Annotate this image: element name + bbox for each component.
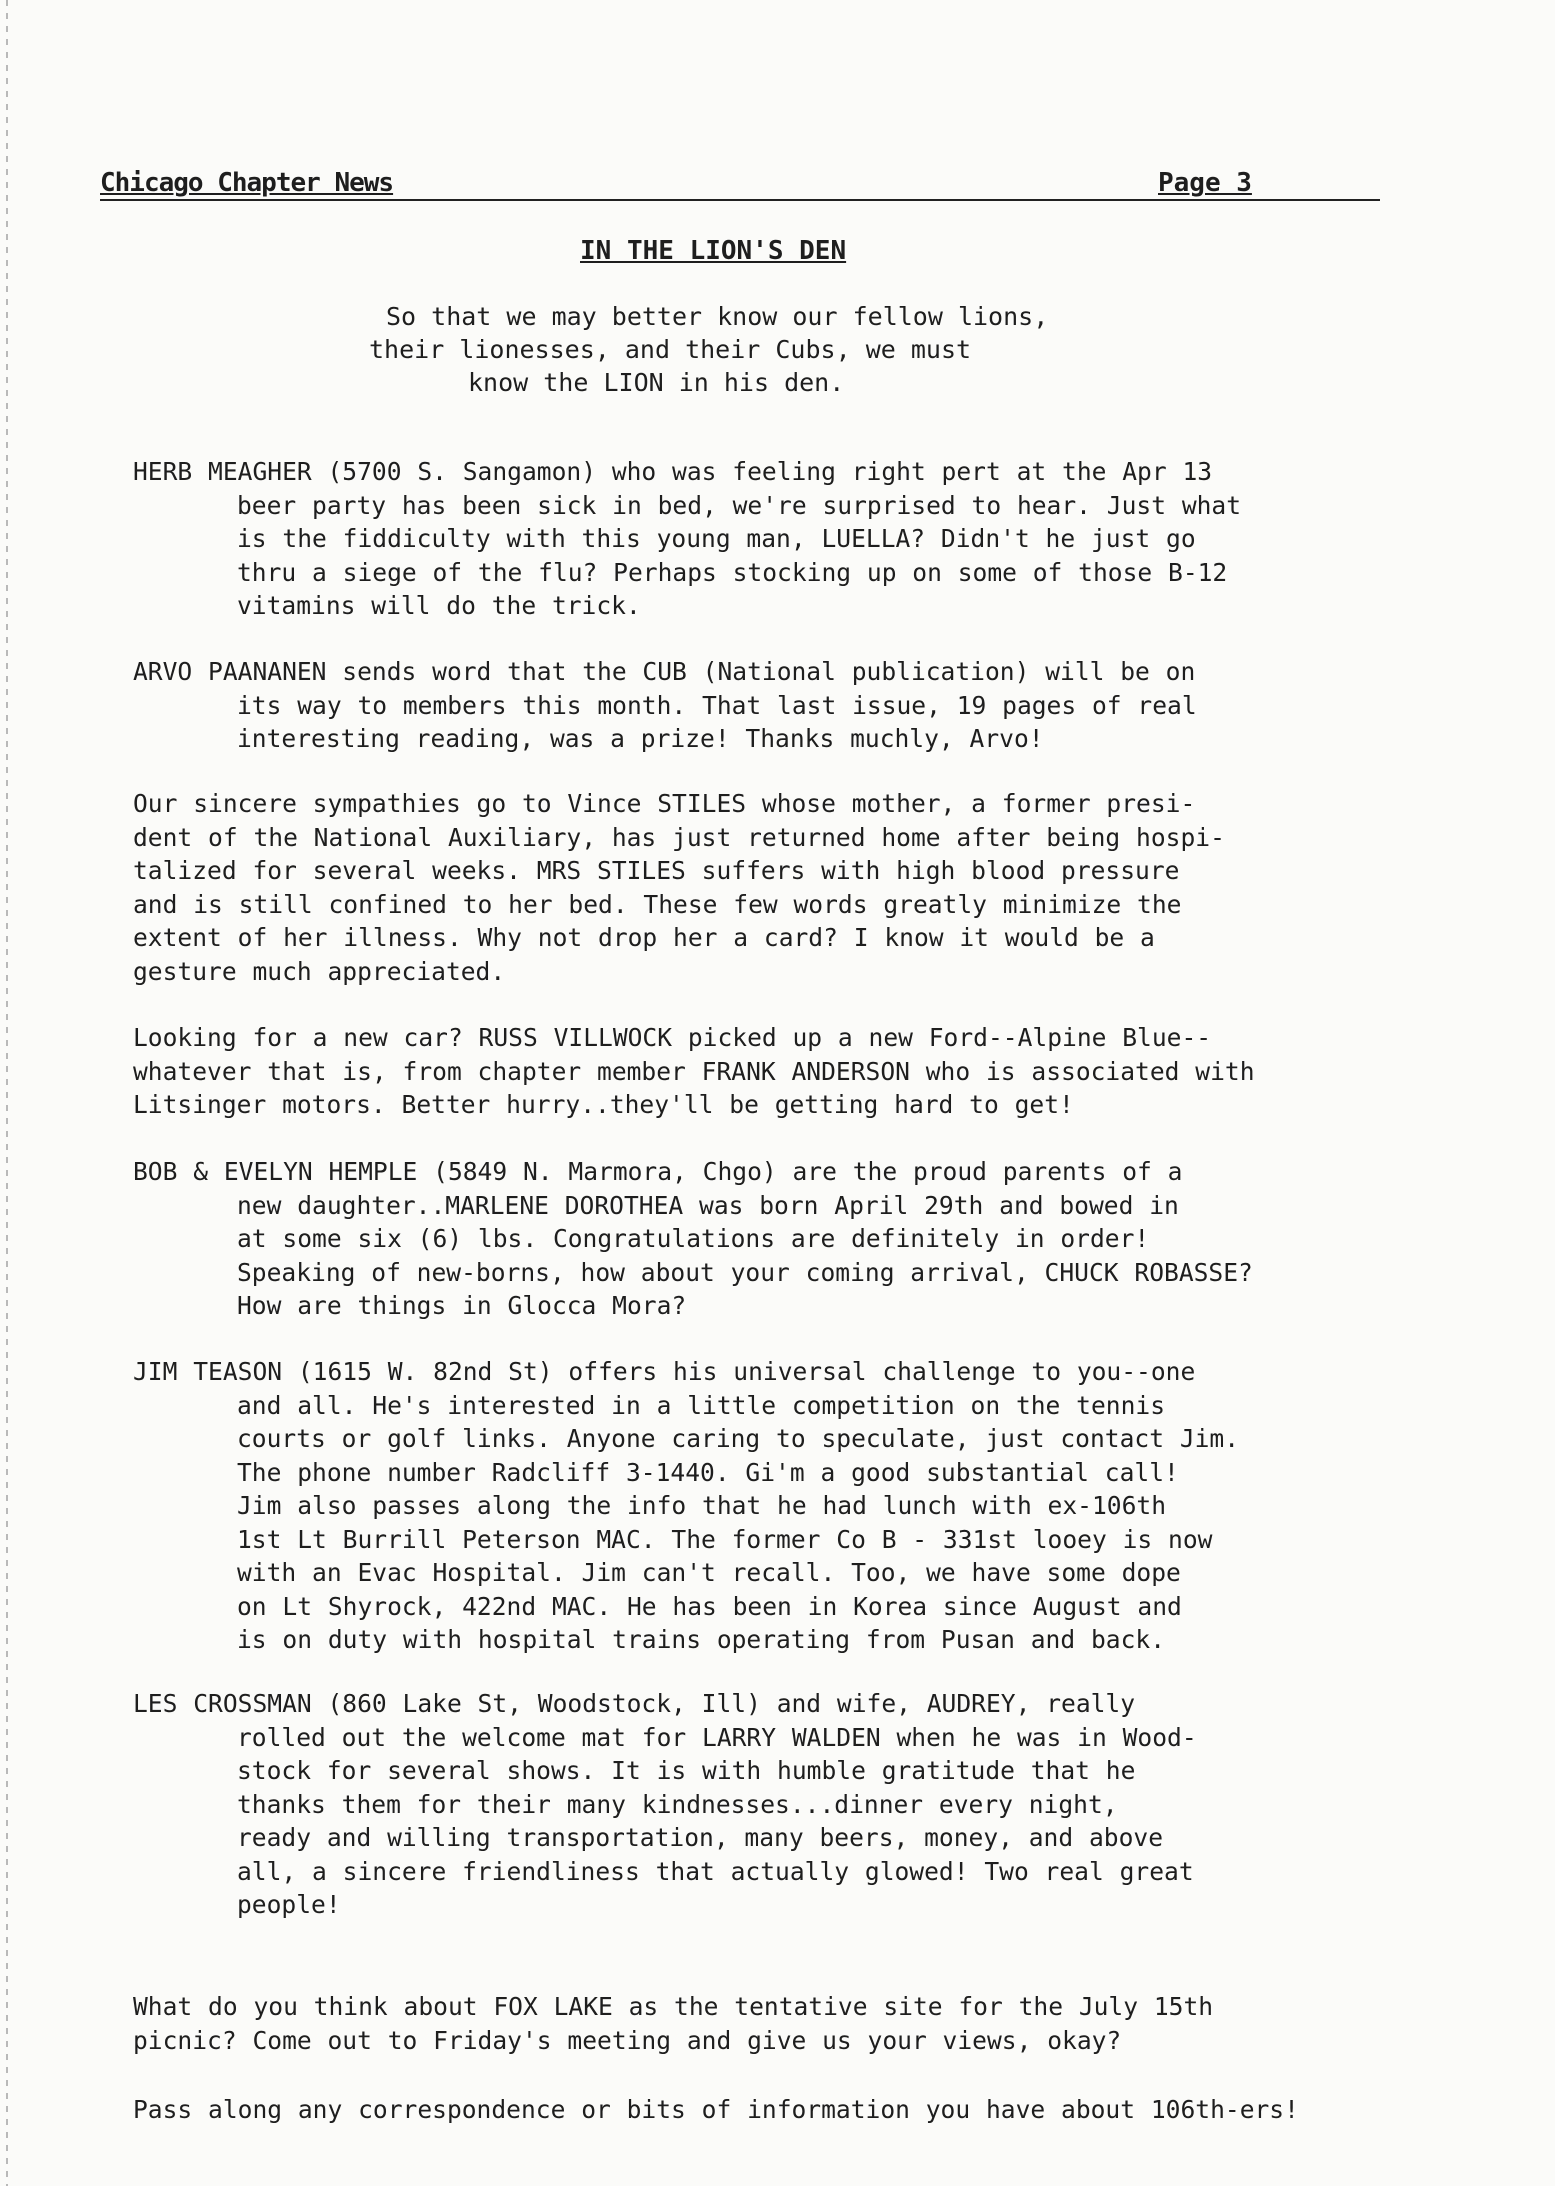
- text-line: interesting reading, was a prize! Thanks muchly, Arvo!: [237, 724, 1044, 753]
- text-line: whatever that is, from chapter member FRANK ANDERSON who is associated with: [133, 1056, 1255, 1086]
- column-title: IN THE LION'S DEN: [580, 236, 847, 266]
- text-line: Our sincere sympathies go to Vince STILES whose mother, a former presi-: [133, 789, 1196, 818]
- text-line: rolled out the welcome mat for LARRY WALDEN when he was in Wood-: [237, 1722, 1197, 1752]
- intro-line: So that we may better know our fellow lions,: [386, 302, 1049, 331]
- text-line: BOB & EVELYN HEMPLE (5849 N. Marmora, Chgo) are the proud parents of a: [133, 1157, 1183, 1186]
- text-line: its way to members this month. That last issue, 19 pages of real: [237, 690, 1197, 720]
- item-herb-meagher: [133, 455, 1403, 623]
- text-line: beer party has been sick in bed, we're surprised to hear. Just what: [237, 490, 1242, 520]
- text-line: ARVO PAANANEN sends word that the CUB (National publication) will be on: [133, 657, 1196, 686]
- text-line: people!: [237, 1890, 341, 1919]
- text-line: The phone number Radcliff 3-1440. Gi'm a good substantial call!: [237, 1457, 1179, 1487]
- intro-line: their lionesses, and their Cubs, we must: [369, 335, 972, 364]
- text-line: and is still confined to her bed. These few words greatly minimize the: [133, 889, 1182, 919]
- text-line: Looking for a new car? RUSS VILLWOCK picked up a new Ford--Alpine Blue--: [133, 1023, 1212, 1052]
- text-line: is on duty with hospital trains operating from Pusan and back.: [237, 1625, 1166, 1654]
- text-line: vitamins will do the trick.: [237, 591, 641, 620]
- text-line: and all. He's interested in a little competition on the tennis: [237, 1390, 1166, 1420]
- text-line: talized for several weeks. MRS STILES suffers with high blood pressure: [133, 856, 1180, 885]
- intro-line: know the LION in his den.: [468, 368, 845, 397]
- text-line: picnic? Come out to Friday's meeting and give us your views, okay?: [133, 2025, 1122, 2055]
- text-line: all, a sincere friendliness that actually glowed! Two real great: [237, 1856, 1194, 1886]
- text-line: 1st Lt Burrill Peterson MAC. The former Co B - 331st looey is now: [237, 1524, 1213, 1554]
- text-line: Litsinger motors. Better hurry..they'll be getting hard to get!: [133, 1090, 1074, 1119]
- text-line: with an Evac Hospital. Jim can't recall. Too, we have some dope: [237, 1558, 1181, 1587]
- text-line: gesture much appreciated.: [133, 956, 506, 986]
- header-rule: [100, 199, 1380, 201]
- text-line: ready and willing transportation, many beers, money, and above: [237, 1823, 1164, 1852]
- newsletter-name: Chicago Chapter News: [100, 168, 394, 198]
- item-arvo-paananen: [133, 655, 1403, 756]
- item-les-crossman: [133, 1687, 1403, 1922]
- text-line: at some six (6) lbs. Congratulations are definitely in order!: [237, 1224, 1150, 1253]
- text-line: courts or golf links. Anyone caring to speculate, just contact Jim.: [237, 1424, 1240, 1453]
- page-number: Page 3: [1158, 168, 1252, 198]
- text-line: JIM TEASON (1615 W. 82nd St) offers his universal challenge to you--one: [133, 1357, 1196, 1386]
- item-closing-request: [133, 2093, 1403, 2127]
- text-line: What do you think about FOX LAKE as the tentative site for the July 15th: [133, 1992, 1214, 2021]
- text-line: stock for several shows. It is with humble gratitude that he: [237, 1756, 1136, 1785]
- item-vince-stiles: [133, 787, 1403, 988]
- item-russ-villwock: [133, 1021, 1403, 1122]
- item-fox-lake-picnic: [133, 1990, 1403, 2057]
- text-line: on Lt Shyrock, 422nd MAC. He has been in Korea since August and: [237, 1591, 1182, 1621]
- text-line: new daughter..MARLENE DOROTHEA was born April 29th and bowed in: [237, 1190, 1179, 1220]
- text-line: is the fiddiculty with this young man, LUELLA? Didn't he just go: [237, 524, 1196, 553]
- item-jim-teason: [133, 1355, 1403, 1657]
- text-line: thru a siege of the flu? Perhaps stocking up on some of those B-12: [237, 557, 1228, 587]
- text-line: extent of her illness. Why not drop her a card? I know it would be a: [133, 923, 1155, 952]
- text-line: Pass along any correspondence or bits of information you have about 106th-ers!: [133, 2095, 1299, 2124]
- text-line: How are things in Glocca Mora?: [237, 1291, 687, 1320]
- item-bob-evelyn-hemple: [133, 1155, 1403, 1323]
- intro-block: [0, 300, 1049, 465]
- text-line: HERB MEAGHER (5700 S. Sangamon) who was feeling right pert at the Apr 13: [133, 457, 1213, 486]
- text-line: dent of the National Auxiliary, has just returned home after being hospi-: [133, 822, 1225, 852]
- text-line: Speaking of new-borns, how about your coming arrival, CHUCK ROBASSE?: [237, 1257, 1253, 1287]
- text-line: thanks them for their many kindnesses...dinner every night,: [237, 1789, 1118, 1819]
- text-line: Jim also passes along the info that he had lunch with ex-106th: [237, 1491, 1167, 1520]
- text-line: LES CROSSMAN (860 Lake St, Woodstock, Ill) and wife, AUDREY, really: [133, 1689, 1136, 1718]
